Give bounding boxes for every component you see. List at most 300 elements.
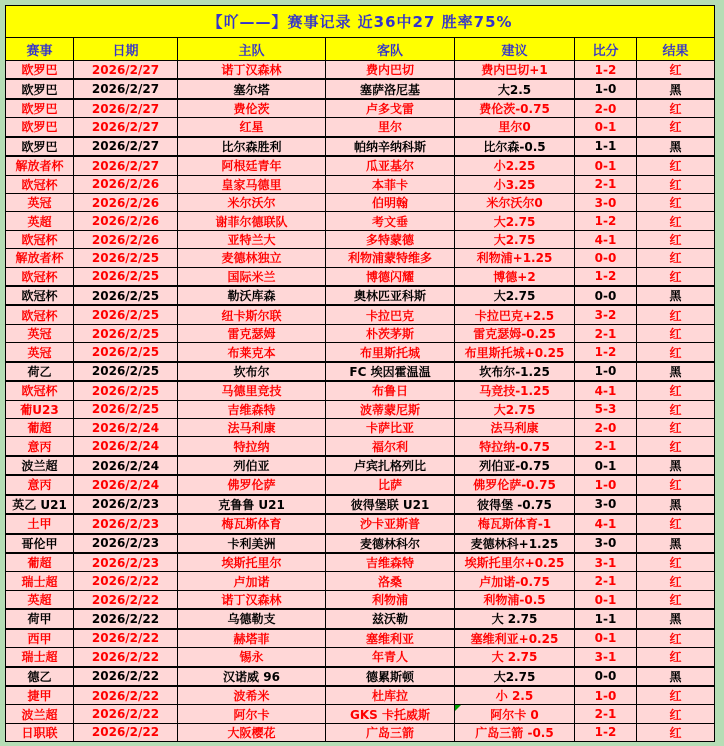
away-team-cell[interactable]: 考文垂 xyxy=(326,212,455,229)
home-team-cell[interactable]: 诺丁汉森林 xyxy=(178,61,326,78)
date-cell[interactable]: 2026/2/25 xyxy=(74,343,178,360)
result-cell[interactable]: 红 xyxy=(669,421,682,436)
date-cell[interactable]: 2026/2/22 xyxy=(74,630,178,647)
tip-cell[interactable]: 雷克瑟姆-0.25 xyxy=(455,325,575,342)
date-cell[interactable]: 2026/2/23 xyxy=(74,515,178,532)
column-header-league[interactable]: 赛事 xyxy=(6,38,74,60)
away-team-cell[interactable]: 本菲卡 xyxy=(326,176,455,193)
home-team-cell[interactable]: 诺丁汉森林 xyxy=(178,591,326,608)
table-row xyxy=(6,591,714,609)
tip-cell[interactable]: 比尔森-0.5 xyxy=(455,138,575,155)
table-row xyxy=(6,419,714,437)
home-team-cell[interactable]: 勒沃库森 xyxy=(178,287,326,304)
home-team-cell[interactable]: 乌德勒支 xyxy=(178,610,326,627)
result-cell[interactable]: 红 xyxy=(669,327,682,342)
score-cell[interactable]: 1-2 xyxy=(575,724,637,741)
league-cell[interactable]: 英超 xyxy=(6,212,74,229)
home-team-cell[interactable]: 阿尔卡 xyxy=(178,705,326,722)
date-cell[interactable]: 2026/2/26 xyxy=(74,212,178,229)
column-header-row xyxy=(6,38,714,61)
away-team-cell[interactable]: 卢宾扎格列比 xyxy=(326,457,455,474)
score-cell[interactable]: 0-1 xyxy=(575,591,637,608)
home-team-cell[interactable]: 吉维森特 xyxy=(178,401,326,418)
result-cell[interactable]: 红 xyxy=(669,269,682,284)
home-team-cell[interactable]: 汉诺威 96 xyxy=(178,668,326,685)
date-cell[interactable]: 2026/2/25 xyxy=(74,249,178,266)
table-row xyxy=(6,268,714,286)
date-cell[interactable]: 2026/2/23 xyxy=(74,554,178,571)
home-team-cell[interactable]: 费伦茨 xyxy=(178,100,326,117)
away-team-cell[interactable]: 费内巴切 xyxy=(326,61,455,78)
away-team-cell[interactable]: 年青人 xyxy=(326,648,455,665)
away-team-cell[interactable]: 吉维森特 xyxy=(326,554,455,571)
date-cell[interactable]: 2026/2/23 xyxy=(74,496,178,513)
home-team-cell[interactable]: 塞尔塔 xyxy=(178,80,326,97)
home-team-cell[interactable]: 布莱克本 xyxy=(178,343,326,360)
column-header-result[interactable]: 结果 xyxy=(662,43,689,59)
home-team-cell[interactable]: 皇家马德里 xyxy=(178,176,326,193)
away-team-cell[interactable]: 塞维利亚 xyxy=(326,630,455,647)
score-cell[interactable]: 3-1 xyxy=(575,554,637,571)
tip-cell[interactable]: 费内巴切+1 xyxy=(455,61,575,78)
result-cell[interactable]: 红 xyxy=(669,593,682,608)
result-cell[interactable]: 黑 xyxy=(669,82,682,97)
table-body xyxy=(6,61,714,741)
league-cell[interactable]: 英冠 xyxy=(6,343,74,360)
result-cell[interactable]: 黑 xyxy=(669,289,682,304)
score-cell[interactable]: 3-2 xyxy=(575,306,637,323)
date-cell[interactable]: 2026/2/22 xyxy=(74,572,178,589)
result-cell[interactable]: 红 xyxy=(669,556,682,571)
result-cell[interactable]: 黑 xyxy=(669,536,682,551)
home-team-cell[interactable]: 法马利康 xyxy=(178,419,326,436)
column-header-tip[interactable]: 建议 xyxy=(455,38,575,60)
tip-cell[interactable]: 利物浦+1.25 xyxy=(455,249,575,266)
table-row xyxy=(6,630,714,648)
result-cell[interactable]: 红 xyxy=(669,384,682,399)
league-cell[interactable]: 捷甲 xyxy=(6,687,74,704)
away-team-cell[interactable]: 帕纳辛纳科斯 xyxy=(326,138,455,155)
league-cell[interactable]: 欧冠杯 xyxy=(6,382,74,399)
away-team-cell[interactable]: 布鲁日 xyxy=(326,382,455,399)
table-row xyxy=(6,343,714,361)
tip-cell[interactable]: 小2.25 xyxy=(455,157,575,174)
league-cell[interactable]: 英乙 U21 xyxy=(6,496,74,513)
table-row xyxy=(6,494,714,515)
league-cell[interactable]: 荷乙 xyxy=(6,363,74,380)
table-row xyxy=(6,666,714,687)
date-cell[interactable]: 2026/2/24 xyxy=(74,437,178,454)
date-cell[interactable]: 2026/2/24 xyxy=(74,419,178,436)
score-cell[interactable]: 0-1 xyxy=(575,630,637,647)
result-cell[interactable]: 红 xyxy=(669,439,682,454)
table-row xyxy=(6,212,714,230)
sheet-title[interactable]: 【吖——】赛事记录 近36中27 胜率75% xyxy=(6,6,714,38)
tip-cell[interactable]: 大2.5 xyxy=(455,80,575,97)
tip-cell[interactable]: 埃斯托里尔+0.25 xyxy=(455,554,575,571)
score-cell[interactable]: 2-1 xyxy=(575,572,637,589)
home-team-cell[interactable]: 米尔沃尔 xyxy=(178,194,326,211)
league-cell[interactable]: 解放者杯 xyxy=(6,157,74,174)
table-row xyxy=(6,100,714,118)
result-cell[interactable]: 红 xyxy=(669,574,682,589)
score-cell[interactable]: 1-2 xyxy=(575,268,637,285)
record-sheet xyxy=(5,5,715,742)
away-team-cell[interactable]: 彼得堡联 U21 xyxy=(326,496,455,513)
score-cell[interactable]: 2-1 xyxy=(575,437,637,454)
away-team-cell[interactable]: 麦德林科尔 xyxy=(326,535,455,552)
away-team-cell[interactable]: 沙卡亚斯普 xyxy=(326,515,455,532)
result-cell[interactable]: 红 xyxy=(669,233,682,247)
league-cell[interactable]: 日职联 xyxy=(6,724,74,741)
tip-cell[interactable]: 塞维利亚+0.25 xyxy=(455,630,575,647)
score-cell[interactable]: 1-2 xyxy=(575,61,637,78)
table-row xyxy=(6,157,714,175)
result-cell[interactable]: 红 xyxy=(669,345,682,360)
league-cell[interactable]: 欧罗巴 xyxy=(6,100,74,117)
result-cell[interactable]: 黑 xyxy=(669,669,682,684)
league-cell[interactable]: 葡超 xyxy=(6,554,74,571)
tip-cell[interactable]: 佛罗伦萨-0.75 xyxy=(455,476,575,493)
league-cell[interactable]: 土甲 xyxy=(6,515,74,532)
table-row xyxy=(6,705,714,723)
league-cell[interactable]: 波兰超 xyxy=(6,705,74,722)
league-cell[interactable]: 德乙 xyxy=(6,668,74,685)
table-row xyxy=(6,176,714,194)
home-team-cell[interactable]: 红星 xyxy=(178,118,326,135)
score-cell[interactable]: 0-1 xyxy=(575,157,637,174)
away-team-cell[interactable]: 卡拉巴克 xyxy=(326,306,455,323)
away-team-cell[interactable]: 博德闪耀 xyxy=(326,268,455,285)
score-cell[interactable]: 0-0 xyxy=(575,249,637,266)
table-row xyxy=(6,608,714,629)
tip-cell[interactable]: 卢加诺-0.75 xyxy=(455,572,575,589)
date-cell[interactable]: 2026/2/22 xyxy=(74,591,178,608)
tip-cell[interactable]: 费伦茨-0.75 xyxy=(455,100,575,117)
result-cell[interactable]: 红 xyxy=(669,650,682,665)
table-row xyxy=(6,118,714,136)
table-row xyxy=(6,533,714,554)
score-cell[interactable]: 0-1 xyxy=(575,457,637,474)
tip-cell[interactable]: 大2.75 xyxy=(455,231,575,248)
league-cell[interactable]: 解放者杯 xyxy=(6,249,74,266)
table-row xyxy=(6,136,714,157)
home-team-cell[interactable]: 坎布尔 xyxy=(178,363,326,380)
home-team-cell[interactable]: 雷克瑟姆 xyxy=(178,325,326,342)
score-cell[interactable]: 1-0 xyxy=(575,687,637,704)
date-cell[interactable]: 2026/2/22 xyxy=(74,648,178,665)
tip-cell[interactable]: 大2.75 xyxy=(455,212,575,229)
score-cell[interactable]: 4-1 xyxy=(575,382,637,399)
tip-cell[interactable]: 彼得堡 -0.75 xyxy=(455,496,575,513)
result-cell[interactable]: 红 xyxy=(669,177,682,192)
result-cell[interactable]: 红 xyxy=(669,63,682,78)
league-cell[interactable]: 意丙 xyxy=(6,476,74,493)
tip-cell[interactable]: 列伯亚-0.75 xyxy=(455,457,575,474)
table-row xyxy=(6,437,714,455)
league-cell[interactable]: 西甲 xyxy=(6,630,74,647)
table-row xyxy=(6,455,714,476)
league-cell[interactable]: 英冠 xyxy=(6,325,74,342)
date-cell[interactable]: 2026/2/27 xyxy=(74,80,178,97)
date-cell[interactable]: 2026/2/27 xyxy=(74,138,178,155)
home-team-cell[interactable]: 国际米兰 xyxy=(178,268,326,285)
away-team-cell[interactable]: 布里斯托城 xyxy=(326,343,455,360)
result-cell[interactable]: 红 xyxy=(669,251,682,266)
away-team-cell[interactable]: 朴茨茅斯 xyxy=(326,325,455,342)
home-team-cell[interactable]: 谢菲尔德联队 xyxy=(178,212,326,229)
league-cell[interactable]: 英超 xyxy=(6,591,74,608)
league-cell[interactable]: 波兰超 xyxy=(6,457,74,474)
tip-cell[interactable]: 坎布尔-1.25 xyxy=(455,363,575,380)
league-cell[interactable]: 葡U23 xyxy=(6,401,74,418)
tip-cell[interactable]: 法马利康 xyxy=(455,419,575,436)
tip-cell[interactable]: 阿尔卡 0 xyxy=(455,705,575,722)
score-cell[interactable]: 1-0 xyxy=(575,80,637,97)
table-row xyxy=(6,285,714,306)
result-cell[interactable]: 红 xyxy=(669,102,682,117)
result-cell[interactable]: 红 xyxy=(669,159,682,174)
tip-cell[interactable]: 小3.25 xyxy=(455,176,575,193)
date-cell[interactable]: 2026/2/25 xyxy=(74,401,178,418)
home-team-cell[interactable]: 马德里竞技 xyxy=(178,382,326,399)
score-cell[interactable]: 0-0 xyxy=(575,668,637,685)
score-cell[interactable]: 3-0 xyxy=(575,496,637,513)
date-cell[interactable]: 2026/2/22 xyxy=(74,687,178,704)
date-cell[interactable]: 2026/2/25 xyxy=(74,363,178,380)
score-cell[interactable]: 1-2 xyxy=(575,343,637,360)
result-cell[interactable]: 红 xyxy=(669,120,682,135)
table-row xyxy=(6,78,714,99)
league-cell[interactable]: 欧冠杯 xyxy=(6,176,74,193)
table-row xyxy=(6,648,714,666)
league-cell[interactable]: 葡超 xyxy=(6,419,74,436)
tip-cell[interactable]: 小 2.5 xyxy=(455,687,575,704)
away-team-cell[interactable]: FC 埃因霍温温 xyxy=(326,363,455,380)
league-cell[interactable]: 欧冠杯 xyxy=(6,287,74,304)
tip-cell[interactable]: 马竞技-1.25 xyxy=(455,382,575,399)
tip-cell[interactable]: 麦德林科+1.25 xyxy=(455,535,575,552)
league-cell[interactable]: 意丙 xyxy=(6,437,74,454)
date-cell[interactable]: 2026/2/22 xyxy=(74,610,178,627)
date-cell[interactable]: 2026/2/22 xyxy=(74,705,178,722)
away-team-cell[interactable]: 福尔利 xyxy=(326,437,455,454)
result-cell[interactable]: 黑 xyxy=(669,139,682,154)
score-cell[interactable]: 1-0 xyxy=(575,363,637,380)
home-team-cell[interactable]: 纽卡斯尔联 xyxy=(178,306,326,323)
league-cell[interactable]: 瑞士超 xyxy=(6,648,74,665)
tip-cell[interactable]: 大 2.75 xyxy=(455,610,575,627)
away-team-cell[interactable]: 卢多戈雷 xyxy=(326,100,455,117)
date-cell[interactable]: 2026/2/25 xyxy=(74,306,178,323)
table-row xyxy=(6,382,714,400)
home-team-cell[interactable]: 比尔森胜利 xyxy=(178,138,326,155)
home-team-cell[interactable]: 波希米 xyxy=(178,687,326,704)
home-team-cell[interactable]: 大阪樱花 xyxy=(178,724,326,741)
league-cell[interactable]: 欧冠杯 xyxy=(6,231,74,248)
score-cell[interactable]: 1-0 xyxy=(575,476,637,493)
away-team-cell[interactable]: 波蒂蒙尼斯 xyxy=(326,401,455,418)
tip-cell[interactable]: 里尔0 xyxy=(455,118,575,135)
date-cell[interactable]: 2026/2/26 xyxy=(74,176,178,193)
table-row xyxy=(6,306,714,324)
result-cell[interactable]: 红 xyxy=(669,707,682,722)
table-row xyxy=(6,361,714,382)
table-row xyxy=(6,515,714,533)
away-team-cell[interactable]: GKS 卡托威斯 xyxy=(326,705,455,722)
result-cell[interactable]: 红 xyxy=(669,725,682,740)
date-cell[interactable]: 2026/2/27 xyxy=(74,118,178,135)
column-header-score[interactable]: 比分 xyxy=(575,38,637,60)
tip-cell[interactable]: 特拉纳-0.75 xyxy=(455,437,575,454)
date-cell[interactable]: 2026/2/26 xyxy=(74,231,178,248)
score-cell[interactable]: 0-1 xyxy=(575,118,637,135)
away-team-cell[interactable]: 杜库拉 xyxy=(326,687,455,704)
date-cell[interactable]: 2026/2/23 xyxy=(74,535,178,552)
result-cell[interactable]: 红 xyxy=(669,478,682,493)
result-cell[interactable]: 黑 xyxy=(669,459,682,474)
result-cell[interactable]: 红 xyxy=(669,631,682,646)
league-cell[interactable]: 欧罗巴 xyxy=(6,138,74,155)
table-row xyxy=(6,61,714,79)
score-cell[interactable]: 1-2 xyxy=(575,212,637,229)
away-team-cell[interactable]: 利物浦 xyxy=(326,591,455,608)
away-team-cell[interactable]: 伯明翰 xyxy=(326,194,455,211)
date-cell[interactable]: 2026/2/27 xyxy=(74,61,178,78)
tip-cell[interactable]: 大2.75 xyxy=(455,668,575,685)
away-team-cell[interactable]: 卡萨比亚 xyxy=(326,419,455,436)
comment-marker-icon xyxy=(455,705,461,711)
league-cell[interactable]: 瑞士超 xyxy=(6,572,74,589)
score-cell[interactable]: 2-1 xyxy=(575,325,637,342)
date-cell[interactable]: 2026/2/26 xyxy=(74,194,178,211)
tip-cell[interactable]: 米尔沃尔0 xyxy=(455,194,575,211)
score-cell[interactable]: 2-0 xyxy=(575,100,637,117)
away-team-cell[interactable]: 洛桑 xyxy=(326,572,455,589)
away-team-cell[interactable]: 广岛三箭 xyxy=(326,724,455,741)
table-row xyxy=(6,325,714,343)
score-cell[interactable]: 5-3 xyxy=(575,401,637,418)
date-cell[interactable]: 2026/2/25 xyxy=(74,287,178,304)
date-cell[interactable]: 2026/2/25 xyxy=(74,382,178,399)
date-cell[interactable]: 2026/2/24 xyxy=(74,457,178,474)
tip-cell[interactable]: 大2.75 xyxy=(455,401,575,418)
tip-cell[interactable]: 博德+2 xyxy=(455,268,575,285)
score-cell[interactable]: 2-1 xyxy=(575,705,637,722)
table-row xyxy=(6,194,714,212)
away-team-cell[interactable]: 里尔 xyxy=(326,118,455,135)
date-cell[interactable]: 2026/2/25 xyxy=(74,325,178,342)
result-cell[interactable]: 红 xyxy=(669,196,682,211)
tip-cell[interactable]: 利物浦-0.5 xyxy=(455,591,575,608)
date-cell[interactable]: 2026/2/27 xyxy=(74,157,178,174)
score-cell[interactable]: 1-1 xyxy=(575,138,637,155)
away-team-cell[interactable]: 多特蒙德 xyxy=(326,231,455,248)
tip-cell[interactable]: 梅瓦斯体育-1 xyxy=(455,515,575,532)
home-team-cell[interactable]: 佛罗伦萨 xyxy=(178,476,326,493)
home-team-cell[interactable]: 麦德林独立 xyxy=(178,249,326,266)
league-cell[interactable]: 英冠 xyxy=(6,194,74,211)
date-cell[interactable]: 2026/2/25 xyxy=(74,268,178,285)
league-cell[interactable]: 欧罗巴 xyxy=(6,80,74,97)
table-row xyxy=(6,231,714,249)
tip-cell[interactable]: 大 2.75 xyxy=(455,648,575,665)
away-team-cell[interactable]: 瓜亚基尔 xyxy=(326,157,455,174)
score-cell[interactable]: 2-1 xyxy=(575,176,637,193)
home-team-cell[interactable]: 埃斯托里尔 xyxy=(178,554,326,571)
league-cell[interactable]: 哥伦甲 xyxy=(6,535,74,552)
tip-cell[interactable]: 卡拉巴克+2.5 xyxy=(455,306,575,323)
column-header-date[interactable]: 日期 xyxy=(74,38,178,60)
result-cell[interactable]: 红 xyxy=(669,308,682,323)
league-cell[interactable]: 欧罗巴 xyxy=(6,118,74,135)
home-team-cell[interactable]: 锡永 xyxy=(178,648,326,665)
tip-cell[interactable]: 布里斯托城+0.25 xyxy=(455,343,575,360)
league-cell[interactable]: 欧冠杯 xyxy=(6,268,74,285)
home-team-cell[interactable]: 梅瓦斯体育 xyxy=(178,515,326,532)
result-cell[interactable]: 红 xyxy=(669,402,682,417)
score-cell[interactable]: 3-0 xyxy=(575,194,637,211)
league-cell[interactable]: 欧冠杯 xyxy=(6,306,74,323)
score-cell[interactable]: 3-1 xyxy=(575,648,637,665)
home-team-cell[interactable]: 卢加诺 xyxy=(178,572,326,589)
home-team-cell[interactable]: 克鲁鲁 U21 xyxy=(178,496,326,513)
result-cell[interactable]: 黑 xyxy=(669,364,682,379)
result-cell[interactable]: 红 xyxy=(669,689,682,704)
table-row xyxy=(6,401,714,419)
home-team-cell[interactable]: 特拉纳 xyxy=(178,437,326,454)
table-row xyxy=(6,724,714,741)
result-cell[interactable]: 黑 xyxy=(669,612,682,627)
tip-cell[interactable]: 大2.75 xyxy=(455,287,575,304)
home-team-cell[interactable]: 亚特兰大 xyxy=(178,231,326,248)
date-cell[interactable]: 2026/2/22 xyxy=(74,668,178,685)
away-team-cell[interactable]: 兹沃勒 xyxy=(326,610,455,627)
league-cell[interactable]: 欧罗巴 xyxy=(6,61,74,78)
score-cell[interactable]: 1-1 xyxy=(575,610,637,627)
away-team-cell[interactable]: 塞萨洛尼基 xyxy=(326,80,455,97)
date-cell[interactable]: 2026/2/27 xyxy=(74,100,178,117)
table-row xyxy=(6,554,714,572)
table-row xyxy=(6,572,714,590)
home-team-cell[interactable]: 列伯亚 xyxy=(178,457,326,474)
score-cell[interactable]: 3-0 xyxy=(575,535,637,552)
column-header-away[interactable]: 客队 xyxy=(326,38,455,60)
date-cell[interactable]: 2026/2/22 xyxy=(74,724,178,741)
result-cell[interactable]: 黑 xyxy=(669,497,682,512)
away-team-cell[interactable]: 德累斯顿 xyxy=(326,668,455,685)
table-row xyxy=(6,687,714,705)
away-team-cell[interactable]: 比萨 xyxy=(326,476,455,493)
result-cell[interactable]: 红 xyxy=(669,517,682,532)
away-team-cell[interactable]: 利物浦蒙特维多 xyxy=(326,249,455,266)
table-row xyxy=(6,249,714,267)
date-cell[interactable]: 2026/2/24 xyxy=(74,476,178,493)
home-team-cell[interactable]: 卡利美洲 xyxy=(178,535,326,552)
score-cell[interactable]: 2-0 xyxy=(575,419,637,436)
league-cell[interactable]: 荷甲 xyxy=(6,610,74,627)
column-header-home[interactable]: 主队 xyxy=(178,38,326,60)
away-team-cell[interactable]: 奥林匹亚科斯 xyxy=(326,287,455,304)
tip-cell[interactable]: 广岛三箭 -0.5 xyxy=(455,724,575,741)
home-team-cell[interactable]: 阿根廷青年 xyxy=(178,157,326,174)
score-cell[interactable]: 4-1 xyxy=(575,515,637,532)
home-team-cell[interactable]: 赫塔菲 xyxy=(178,630,326,647)
score-cell[interactable]: 0-0 xyxy=(575,287,637,304)
score-cell[interactable]: 4-1 xyxy=(575,231,637,248)
table-row xyxy=(6,476,714,494)
result-cell[interactable]: 红 xyxy=(669,214,682,229)
